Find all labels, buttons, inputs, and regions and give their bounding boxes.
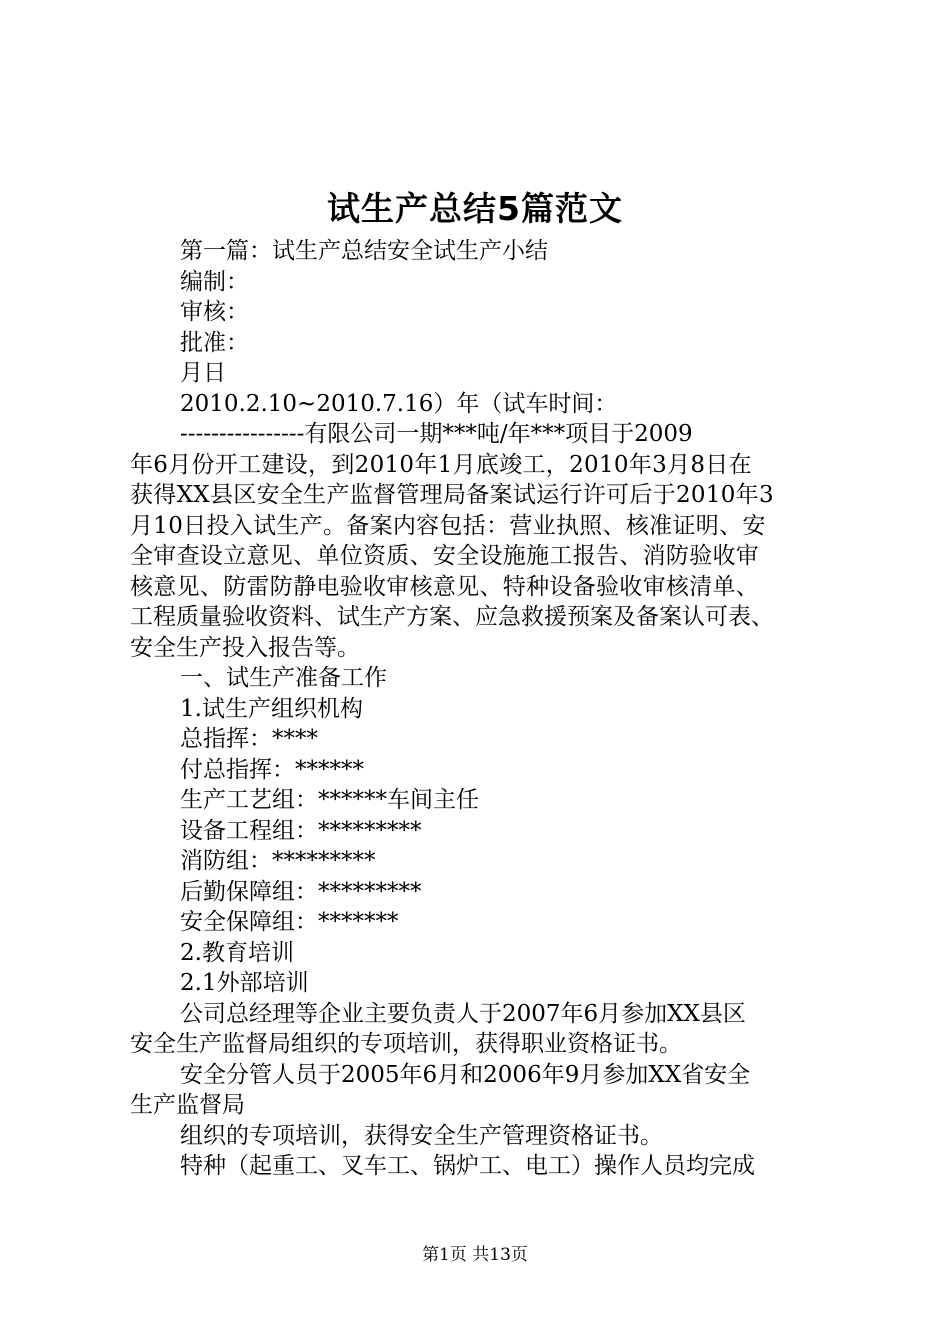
page-footer: 第1页 共13页 [422, 1245, 528, 1265]
text-line: 编制： [180, 268, 249, 295]
paragraph-line: 安全生产投入报告等。 [130, 634, 360, 661]
paragraph-line: 核意见、防雷防静电验收审核意见、特种设备验收审核清单、 [130, 573, 760, 600]
subsection-heading: 2.教育培训 [180, 939, 294, 966]
paragraph-line: 全审查设立意见、单位资质、安全设施施工报告、消防验收审 [130, 543, 760, 569]
paragraph-line: 生产监督局 [130, 1092, 245, 1118]
paragraph-line: 组织的专项培训，获得安全生产管理资格证书。 [180, 1122, 663, 1149]
paragraph-line: 月10日投入试生产。备案内容包括：营业执照、核准证明、安 [130, 512, 766, 539]
paragraph-line: 安全分管人员于2005年6月和2006年9月参加XX省安全 [180, 1061, 751, 1088]
paragraph-line: 安全生产监督局组织的专项培训，获得职业资格证书。 [130, 1031, 682, 1057]
text-line: 消防组：********* [180, 848, 376, 874]
text-line: 总指挥：**** [180, 726, 318, 752]
paragraph-line: ----------------有限公司一期***吨/年***项目于2009 [180, 421, 693, 447]
paragraph-line: 年6月份开工建设，到2010年1月底竣工，2010年3月8日在 [130, 451, 752, 478]
document-title: 试生产总结5篇范文 [327, 189, 623, 228]
subsection-heading: 2.1外部培训 [180, 970, 309, 996]
section-heading: 一、试生产准备工作 [180, 665, 387, 691]
text-line: 生产工艺组：******车间主任 [180, 787, 479, 813]
text-line: 月日 [180, 360, 226, 386]
text-line: 付总指挥：****** [180, 756, 364, 783]
paragraph-line: 工程质量验收资料、试生产方案、应急救援预案及备案认可表、 [130, 604, 774, 630]
paragraph-line: 公司总经理等企业主要负责人于2007年6月参加XX县区 [180, 1000, 746, 1027]
paragraph-line: 获得XX县区安全生产监督管理局备案试运行许可后于2010年3 [130, 482, 774, 508]
text-line: 2010.2.10~2010.7.16）年（试车时间： [180, 390, 618, 417]
text-line: 审核： [180, 299, 249, 325]
section-heading: 第一篇：试生产总结安全试生产小结 [180, 238, 548, 264]
document-body [130, 236, 838, 1182]
text-line: 设备工程组：********* [180, 817, 422, 844]
text-line: 批准： [180, 329, 249, 356]
text-line: 后勤保障组：********* [180, 878, 422, 905]
paragraph-line: 特种（起重工、叉车工、锅炉工、电工）操作人员均完成 [180, 1153, 755, 1179]
text-line: 安全保障组：******* [180, 909, 399, 935]
subsection-heading: 1.试生产组织机构 [180, 695, 363, 722]
